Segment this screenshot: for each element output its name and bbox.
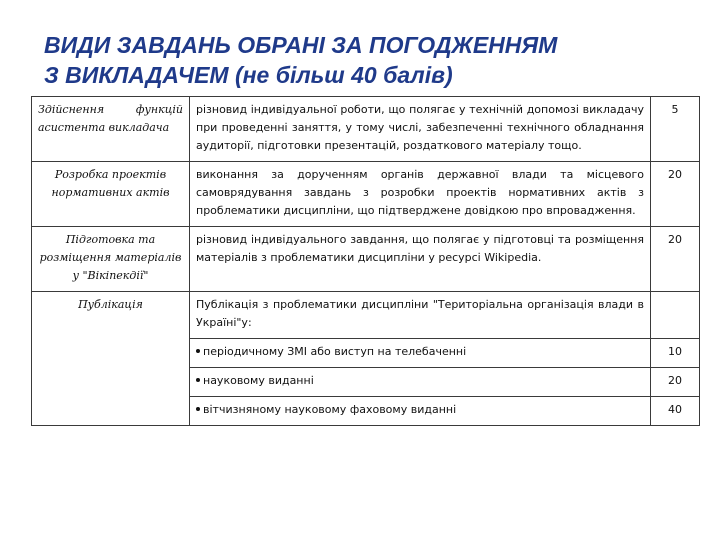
task-description: виконання за дорученням органів державної влади та місцевого самоврядування завдань з розробки проектів нормативних актів з проблематики дисципліни, що підтверджене довідкою про впровадження. <box>190 162 651 227</box>
publication-item-score: 20 <box>651 368 700 397</box>
task-kind: Підготовка та розміщення матеріалів у "Вікіпекдії" <box>32 227 190 292</box>
table-row <box>32 292 700 339</box>
publication-item-label: вітчизняному науковому фаховому виданні <box>203 403 457 416</box>
task-description: різновид індивідуального завдання, що полягає у підготовці та розміщення матеріалів з проблематики дисципліни у ресурсі Wikipedia. <box>190 227 651 292</box>
bullet-icon <box>196 378 200 382</box>
page-title <box>44 30 704 90</box>
task-score: 5 <box>651 97 700 162</box>
task-kind: Публікація <box>32 292 190 426</box>
bullet-icon <box>196 349 200 353</box>
title-line-1: ВИДИ ЗАВДАНЬ ОБРАНІ ЗА ПОГОДЖЕННЯМ <box>44 32 558 58</box>
task-score: 20 <box>651 227 700 292</box>
task-kind: Здійснення функцій асистента викладача <box>32 97 190 162</box>
table-row <box>32 162 700 227</box>
publication-item-score: 10 <box>651 339 700 368</box>
publication-item-score: 40 <box>651 397 700 426</box>
table-row <box>32 97 700 162</box>
publication-item-label: періодичному ЗМІ або виступ на телебаченні <box>203 345 467 358</box>
publication-item <box>190 339 651 368</box>
task-description: різновид індивідуальної роботи, що полягає у технічній допомозі викладачу при проведенні заняття, у тому числі, забезпеченні технічного обладнання аудиторії, підготовки презентацій, роздаткового матеріалу тощо. <box>190 97 651 162</box>
task-score <box>651 292 700 339</box>
table-row <box>32 227 700 292</box>
publication-item-label: науковому виданні <box>203 374 314 387</box>
publication-item <box>190 368 651 397</box>
task-score: 20 <box>651 162 700 227</box>
publication-item <box>190 397 651 426</box>
title-line-2: З ВИКЛАДАЧЕМ (не більш 40 балів) <box>44 62 453 88</box>
task-kind: Розробка проектів нормативних актів <box>32 162 190 227</box>
tasks-table <box>31 96 700 426</box>
bullet-icon <box>196 407 200 411</box>
task-description: Публікація з проблематики дисципліни "Територіальна організація влади в Україні"у: <box>190 292 651 339</box>
